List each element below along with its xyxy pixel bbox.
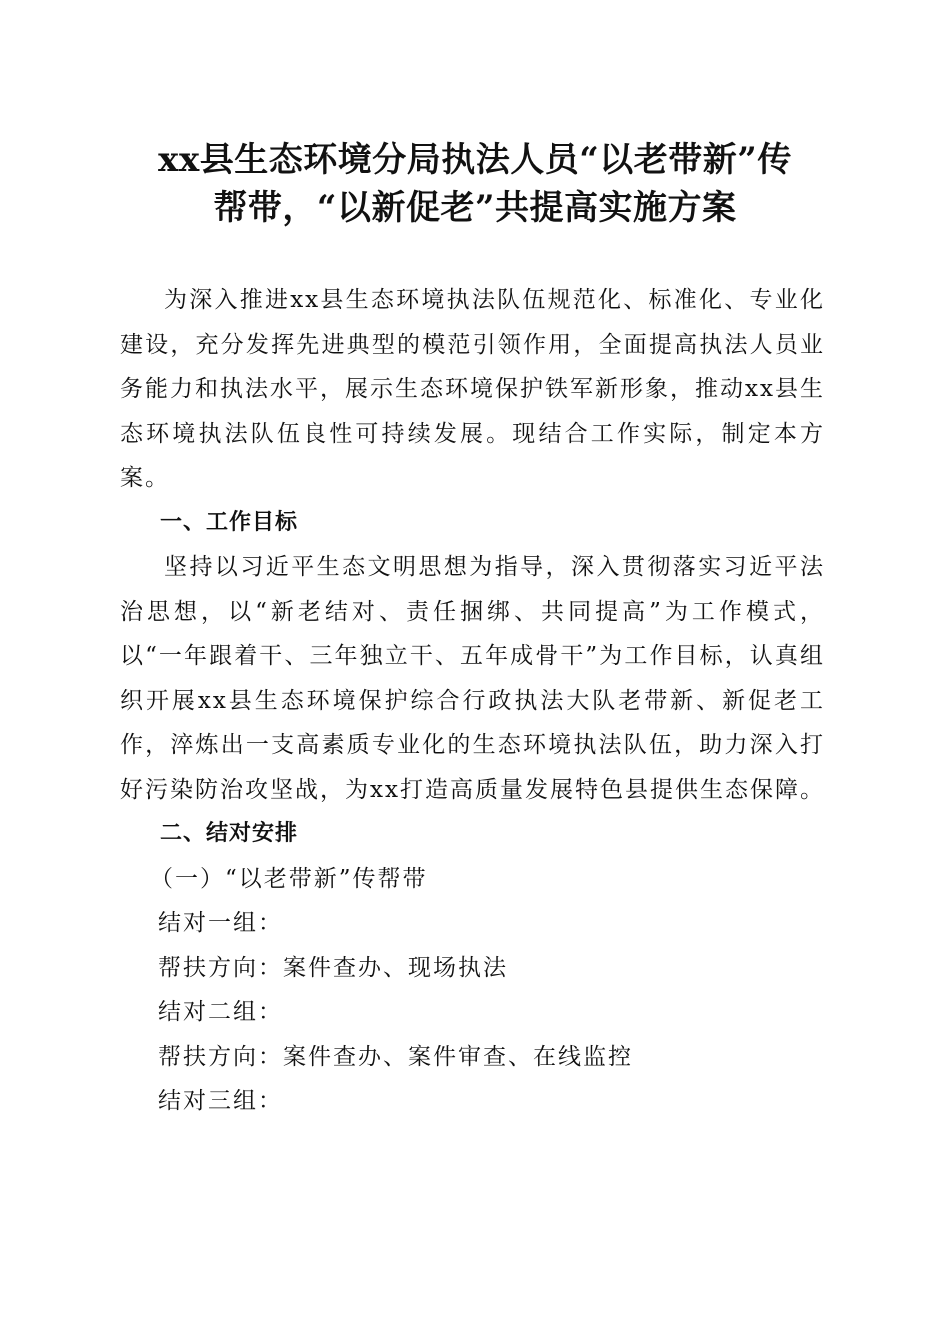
document-body xyxy=(120,278,825,1124)
title-line-2: 帮带，“以新促老”共提高实施方案 xyxy=(213,188,737,228)
group-2-direction: 帮扶方向：案件查办、案件审查、在线监控 xyxy=(158,1043,633,1070)
group-1-label: 结对一组： xyxy=(158,910,283,936)
section-heading-goals: 一、工作目标 xyxy=(160,509,299,535)
goals-paragraph: 坚持以习近平生态文明思想为指导，深入贯彻落实习近平法治思想，以“新老结对、责任捆绑、共同提高”为工作模式，以“一年跟着干、三年独立干、五年成骨干”为工作目标，认真组织开展xx县生态环境保护综合行政执法大队老带新、新促老工作，淬炼出一支高素质专业化的生态环境执法队伍，助力深入打好污染防治攻坚战，为xx打造高质量发展特色县提供生态保障。 xyxy=(120,554,825,803)
title-line-1: xx县生态环境分局执法人员“以老带新”传 xyxy=(158,140,792,180)
document-title xyxy=(110,136,840,232)
section-heading-pairing: 二、结对安排 xyxy=(160,821,299,846)
group-3-label: 结对三组： xyxy=(158,1088,283,1114)
intro-paragraph: 为深入推进xx县生态环境执法队伍规范化、标准化、专业化建设，充分发挥先进典型的模范引领作用，全面提高执法人员业务能力和执法水平，展示生态环境保护铁军新形象，推动xx县生态环境执法队伍良性可持续发展。现结合工作实际，制定本方案。 xyxy=(120,287,825,491)
group-2-label: 结对二组： xyxy=(158,999,283,1025)
subsection-heading-mentoring: （一）“以老带新”传帮带 xyxy=(150,865,428,892)
group-1-direction: 帮扶方向：案件查办、现场执法 xyxy=(158,954,508,981)
